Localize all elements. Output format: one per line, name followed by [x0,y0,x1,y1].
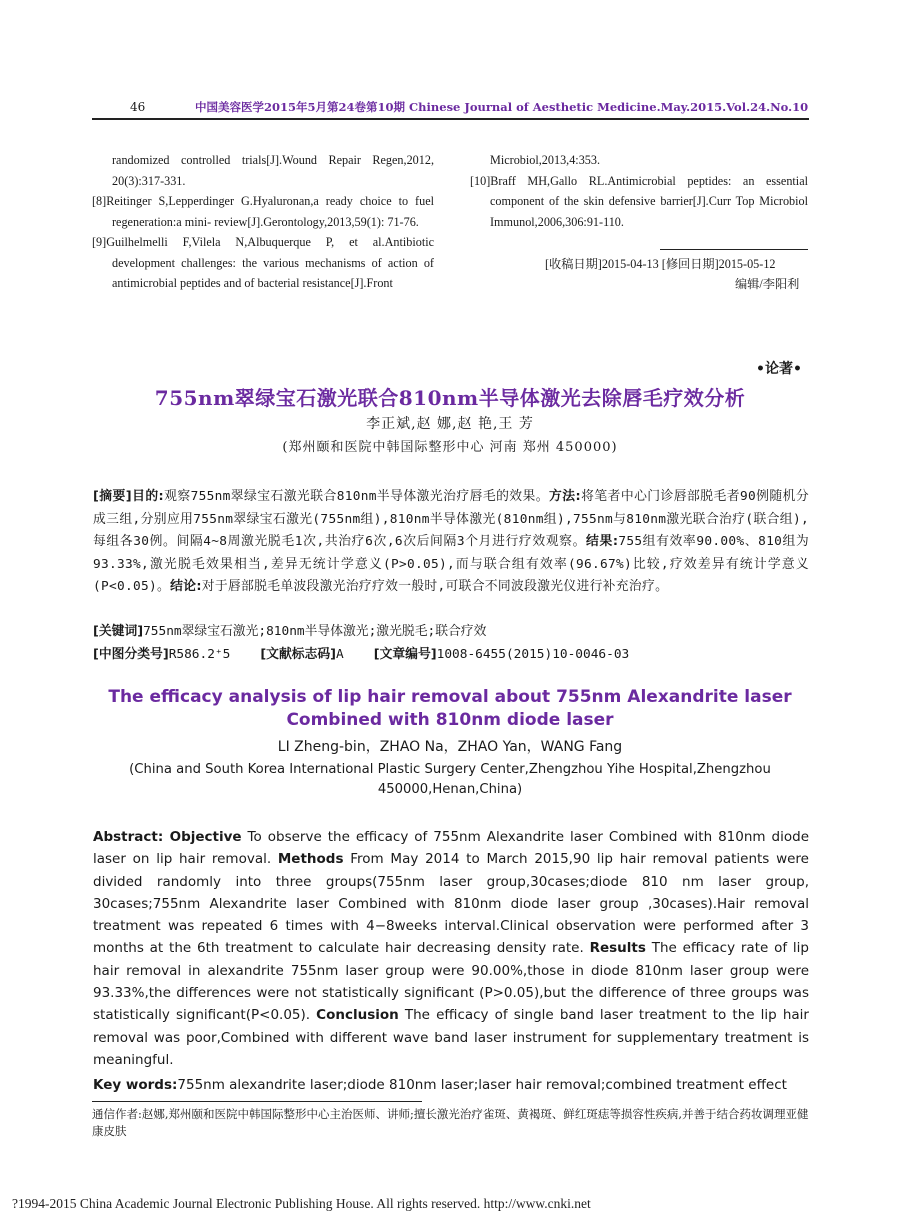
chinese-keywords-label: [关键词] [93,624,144,639]
reference-item: [8]Reitinger S,Lepperdinger G.Hyaluronan,a ready choice to fuel regeneration:a mini- review[J].Gerontology,2013,59(1): 71-76. [92,194,434,229]
dates-rule [660,249,808,250]
reference-item: [10]Braff MH,Gallo RL.Antimicrobial peptides: an essential component of the skin defensive barrier[J].Curr Top Microbiol Immunol,2006,306:91-110. [470,173,808,229]
chinese-abstract-text: 755组有效率90.00%、810组为93.33%,激光脱毛效果相当,差异无统计学意义(P>0.05),而与联合组有效率(96.67%)比较,疗效差异有统计学意义(P<0.05)。 [93,534,809,594]
article-number-value: 1008-6455(2015)10-0046-03 [436,647,630,662]
english-abstract-text: To observe the efficacy of 755nm Alexandrite laser Combined with 810nm diode laser on lip hair removal. [93,829,809,868]
reference-item: [9]Guilhelmelli F,Vilela N,Albuquerque P, et al.Antibiotic development challenges: the various mechanisms of action of antimicrobial peptides and of bacterial resistance[J].Front [92,235,434,290]
reference-item: Microbiol,2013,4:353. [490,153,601,167]
received-revised-dates: [收稿日期]2015-04-13 [修回日期]2015-05-12 [545,257,776,271]
references-right-column [470,150,808,232]
chinese-affiliation: (郑州颐和医院中韩国际整形中心 河南 郑州 450000) [282,440,618,455]
chinese-keywords [93,620,809,639]
english-abstract-text: The efficacy rate of lip hair removal in alexandrite 755nm laser group were 90.00%,those in diode 810nm laser group were 93.33%,the differences were not statistically significant (P>0.05),but the difference of three groups was statistically significant(P<0.05). [93,940,809,1024]
chinese-authors: 李正斌,赵 娜,赵 艳,王 芳 [366,416,534,432]
english-abstract-heading: Abstract: Objective [93,829,242,845]
page-number: 46 [130,100,146,114]
english-keywords-text: 755nm alexandrite laser;diode 810nm laser;laser hair removal;combined treatment effect [177,1077,787,1093]
english-keywords-label: Key words: [93,1077,178,1093]
class-label: [中图分类号] [93,647,169,662]
references-left-column [92,150,434,294]
journal-header: 中国美容医学2015年5月第24卷第10期 Chinese Journal of Aesthetic Medicine.May.2015.Vol.24.No.10 [195,100,809,114]
chinese-abstract-text: 观察755nm翠绿宝石激光联合810nm半导体激光治疗唇毛的效果。 [163,489,550,504]
english-abstract-text: The efficacy of single band laser treatment to the lip hair removal was poor,Combined with different wave band laser instrument for supplementary treatment is meaningful. [93,1007,809,1068]
article-number-label: [文章编号] [373,647,437,662]
section-tag: •论著• [756,361,802,377]
footnote-rule [92,1101,422,1102]
editor-credit: 编辑/李阳利 [735,277,800,291]
english-title: The efficacy analysis of lip hair removal about 755nm Alexandrite laser Combined with 810nm diode laser [108,687,792,730]
chinese-title: 755nm翠绿宝石激光联合810nm半导体激光去除唇毛疗效分析 [154,386,746,410]
english-keywords [93,1077,809,1093]
english-abstract-heading: Results [589,940,646,957]
english-abstract [93,826,809,1071]
classification-line [93,643,809,662]
english-abstract-heading: Methods [277,851,344,868]
chinese-abstract-text: 对于唇部脱毛单波段激光治疗疗效一般时,可联合不同波段激光仪进行补充治疗。 [201,579,669,594]
class-value: R586.2⁺5 [168,647,231,662]
doc-code-label: [文献标志码] [260,647,337,662]
chinese-keywords-text: 755nm翠绿宝石激光;810nm半导体激光;激光脱毛;联合疗效 [143,624,487,639]
chinese-abstract [93,486,809,599]
english-abstract-heading: Conclusion [316,1007,399,1024]
english-authors: LI Zheng-bin，ZHAO Na，ZHAO Yan，WANG Fang [277,739,623,755]
chinese-abstract-heading: 方法: [549,489,581,504]
reference-item: randomized controlled trials[J].Wound Repair Regen,2012, 20(3):317-331. [112,153,434,188]
english-abstract-text: From May 2014 to March 2015,90 lip hair removal patients were divided randomly into three groups(755nm laser group,30cases;diode 810 nm laser group, 30cases;755nm Alexandrite laser Combined with 810nm diode laser group ,30cases).Hair removal treatment was repeated 6 times with 4−8weeks interval.Clinical observation were performed after 3 months at the 6th treatment to calculate hair decreasing density rate. [93,851,809,957]
copyright-notice: ?1994-2015 China Academic Journal Electronic Publishing House. All rights reserved. http://www.cnki.net [12,1196,591,1211]
chinese-abstract-heading: 结果: [586,534,619,549]
english-affiliation: (China and South Korea International Plastic Surgery Center,Zhengzhou Yihe Hospital,Zhengzhou 450000,Henan,China) [129,762,771,797]
chinese-abstract-text: 将笔者中心门诊唇部脱毛者90例随机分成三组,分别应用755nm翠绿宝石激光(755nm组),810nm半导体激光(810nm组),755nm与810nm激光联合治疗(联合组),每组各30例。间隔4~8周激光脱毛1次,共治疗6次,6次后间隔3个月进行疗效观察。 [93,489,809,549]
header-rule [92,118,809,120]
doc-code-value: A [336,647,344,662]
chinese-abstract-heading: [摘要]目的: [93,489,164,504]
corresponding-author-footnote: 通信作者:赵娜,郑州颐和医院中韩国际整形中心主治医师、讲师;擅长激光治疗雀斑、黄褐斑、鲜红斑痣等损容性疾病,并善于结合药妆调理亚健康皮肤 [92,1107,809,1138]
chinese-abstract-heading: 结论: [170,579,202,594]
